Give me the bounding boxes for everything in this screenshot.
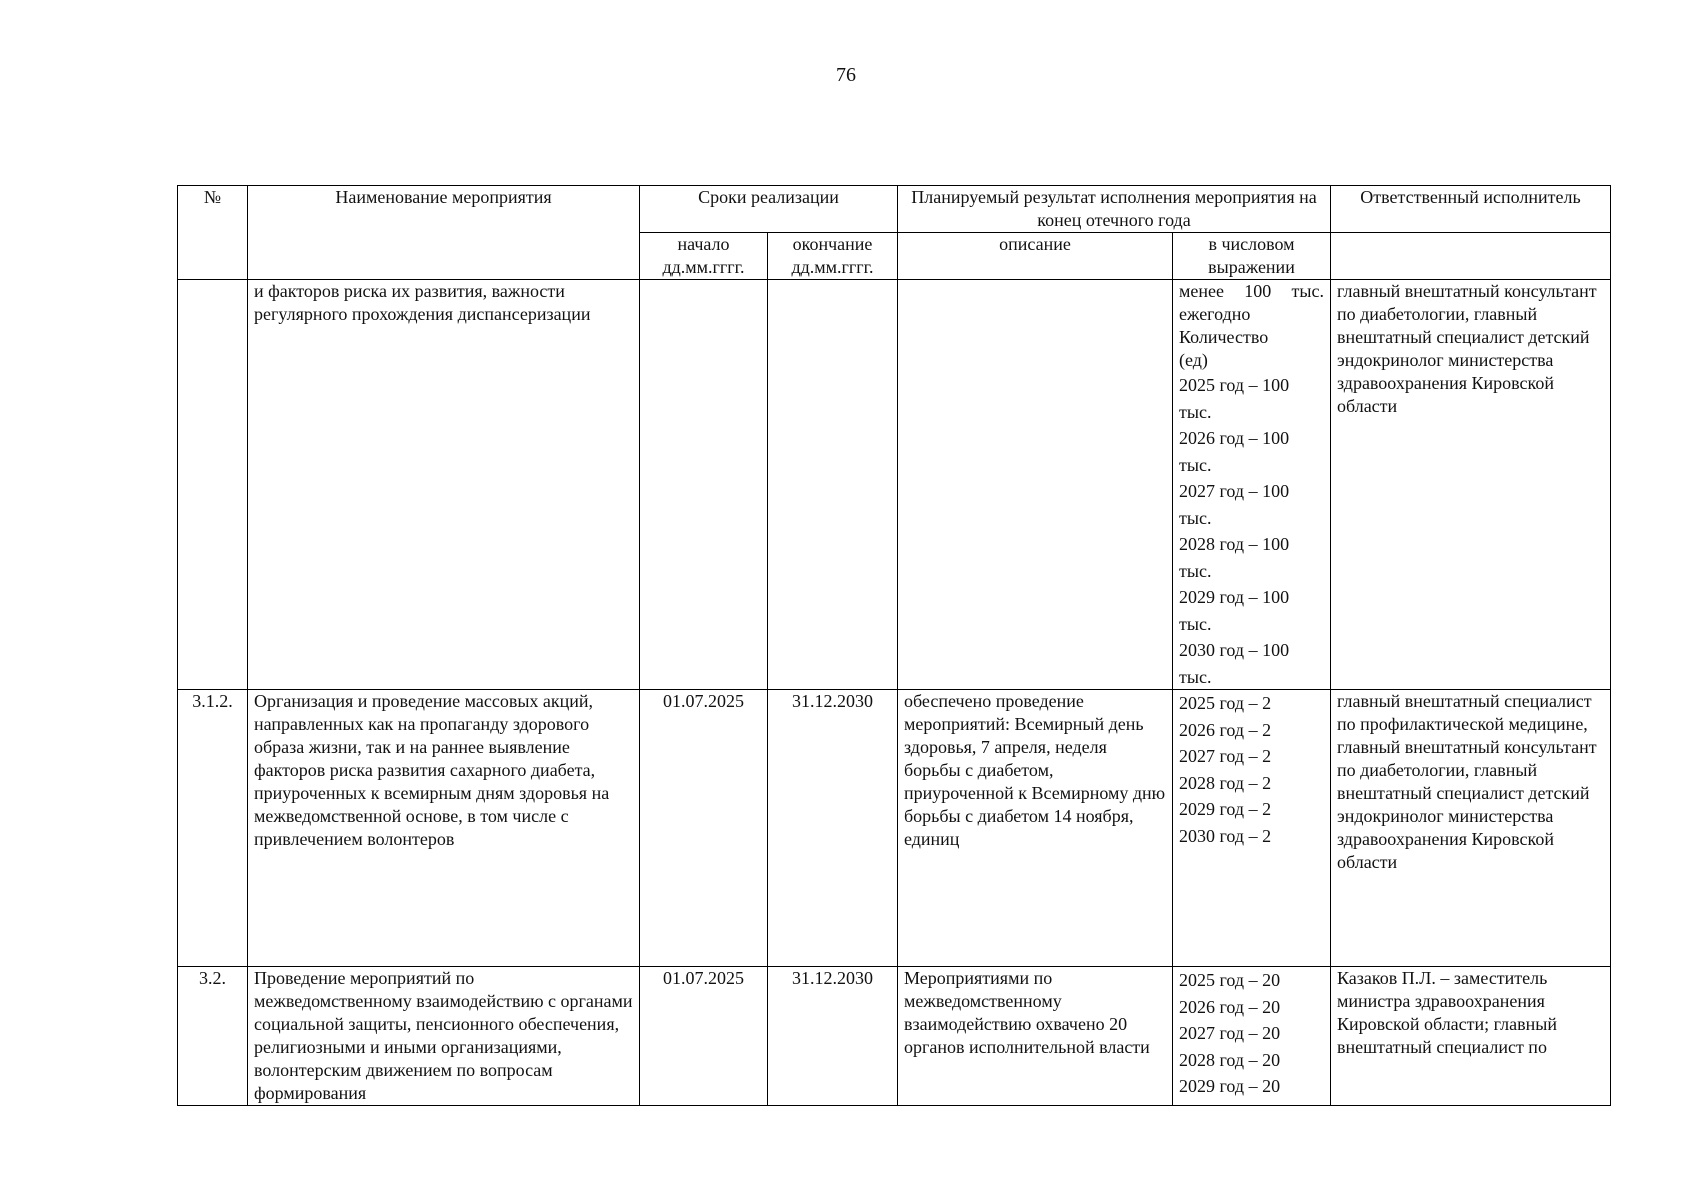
row-end [768,280,898,690]
header-name: Наименование мероприятия [248,186,640,280]
numeric-year-value: 2026 год – 100 тыс. [1179,428,1290,475]
row-name: Организация и проведение массовых акций, направленных как на пропаганду здорового образа жизни, так и на раннее выявление факторов риска развития сахарного диабета, приуроченных к всемирным дням здоровья на межведомственной основе, в том числе с привлечением волонтеров [248,690,640,967]
numeric-year-value: 2029 год – 20 [1179,1076,1281,1096]
row-numeric [1173,690,1331,967]
numeric-year-value: 2029 год – 100 тыс. [1179,587,1290,634]
row-responsible: главный внештатный консультант по диабетологии, главный внештатный специалист детский эндокринолог министерства здравоохранения Кировской области [1331,280,1611,690]
numeric-year-value: 2026 год – 2 [1179,719,1272,740]
header-result: Планируемый результат исполнения мероприятия на конец отечного года [898,186,1331,233]
table-row [178,690,1611,967]
row-description: обеспечено проведение мероприятий: Всемирный день здоровья, 7 апреля, неделя борьбы с диабетом, приуроченной к Всемирному дню борьбы с диабетом 14 ноября, единиц [898,690,1173,967]
numeric-intro-line: Количество [1179,327,1269,347]
header-row-1 [178,186,1611,233]
row-start: 01.07.2025 [640,967,768,1106]
row-num [178,280,248,690]
numeric-intro-line: (ед) [1179,350,1208,370]
numeric-year-value: 2027 год – 20 [1179,1023,1281,1043]
row-description [898,967,1173,1106]
header-start: начало дд.мм.гггг. [640,233,768,280]
row-description-text: Мероприятиями по межведомственному взаимодействию охвачено 20 органов исполнительной власти [904,968,1150,1057]
page-number: 76 [836,64,856,86]
header-terms: Сроки реализации [640,186,898,233]
numeric-year-value: 2025 год – 20 [1179,970,1281,990]
numeric-year-value: 2028 год – 20 [1179,1049,1281,1070]
numeric-year-value: 2028 год – 2 [1179,772,1272,793]
numeric-intro-line: ежегодно [1179,304,1251,324]
numeric-year-value: 2028 год – 100 тыс. [1179,534,1290,581]
row-start [640,280,768,690]
header-description: описание [898,233,1173,280]
row-responsible [1331,967,1611,1106]
row-description [898,280,1173,690]
header-num: № [178,186,248,280]
numeric-year-value: 2030 год – 100 тыс. [1179,640,1290,687]
row-name-text: Проведение мероприятий по межведомственному взаимодействию с органами социальной защиты, пенсионного обеспечения, религиозными и иными организациями, волонтерским движением по вопросам формирования [254,968,633,1103]
numeric-year-value: 2030 год – 2 [1179,825,1272,846]
numeric-year-value: 2026 год – 20 [1179,996,1281,1017]
row-numeric [1173,280,1331,690]
header-responsible: Ответственный исполнитель [1331,186,1611,233]
row-start: 01.07.2025 [640,690,768,967]
header-empty [1331,233,1611,280]
measures-table [177,185,1611,1106]
numeric-year-value: 2027 год – 2 [1179,746,1272,766]
row-name: и факторов риска их развития, важности регулярного прохождения диспансеризации [248,280,640,690]
row-num: 3.2. [178,967,248,1106]
row-responsible: главный внештатный специалист по профилактической медицине, главный внештатный консультант по диабетологии, главный внештатный специалист детский эндокринолог министерства здравоохранения Кировской области [1331,690,1611,967]
row-numeric [1173,967,1331,1106]
table-row [178,280,1611,690]
row-num: 3.1.2. [178,690,248,967]
header-numeric: в числовом выражении [1173,233,1331,280]
row-end: 31.12.2030 [768,967,898,1106]
numeric-year-value: 2029 год – 2 [1179,799,1272,819]
row-end: 31.12.2030 [768,690,898,967]
numeric-intro-line: менее 100 тыс. [1179,281,1324,301]
row-name [248,967,640,1106]
header-end: окончание дд.мм.гггг. [768,233,898,280]
numeric-year-value: 2025 год – 100 тыс. [1179,375,1290,422]
row-responsible-text: Казаков П.Л. – заместитель министра здравоохранения Кировской области; главный внештатный специалист по [1337,968,1557,1057]
numeric-year-value: 2025 год – 2 [1179,693,1272,713]
numeric-year-value: 2027 год – 100 тыс. [1179,481,1290,528]
table-row [178,967,1611,1106]
